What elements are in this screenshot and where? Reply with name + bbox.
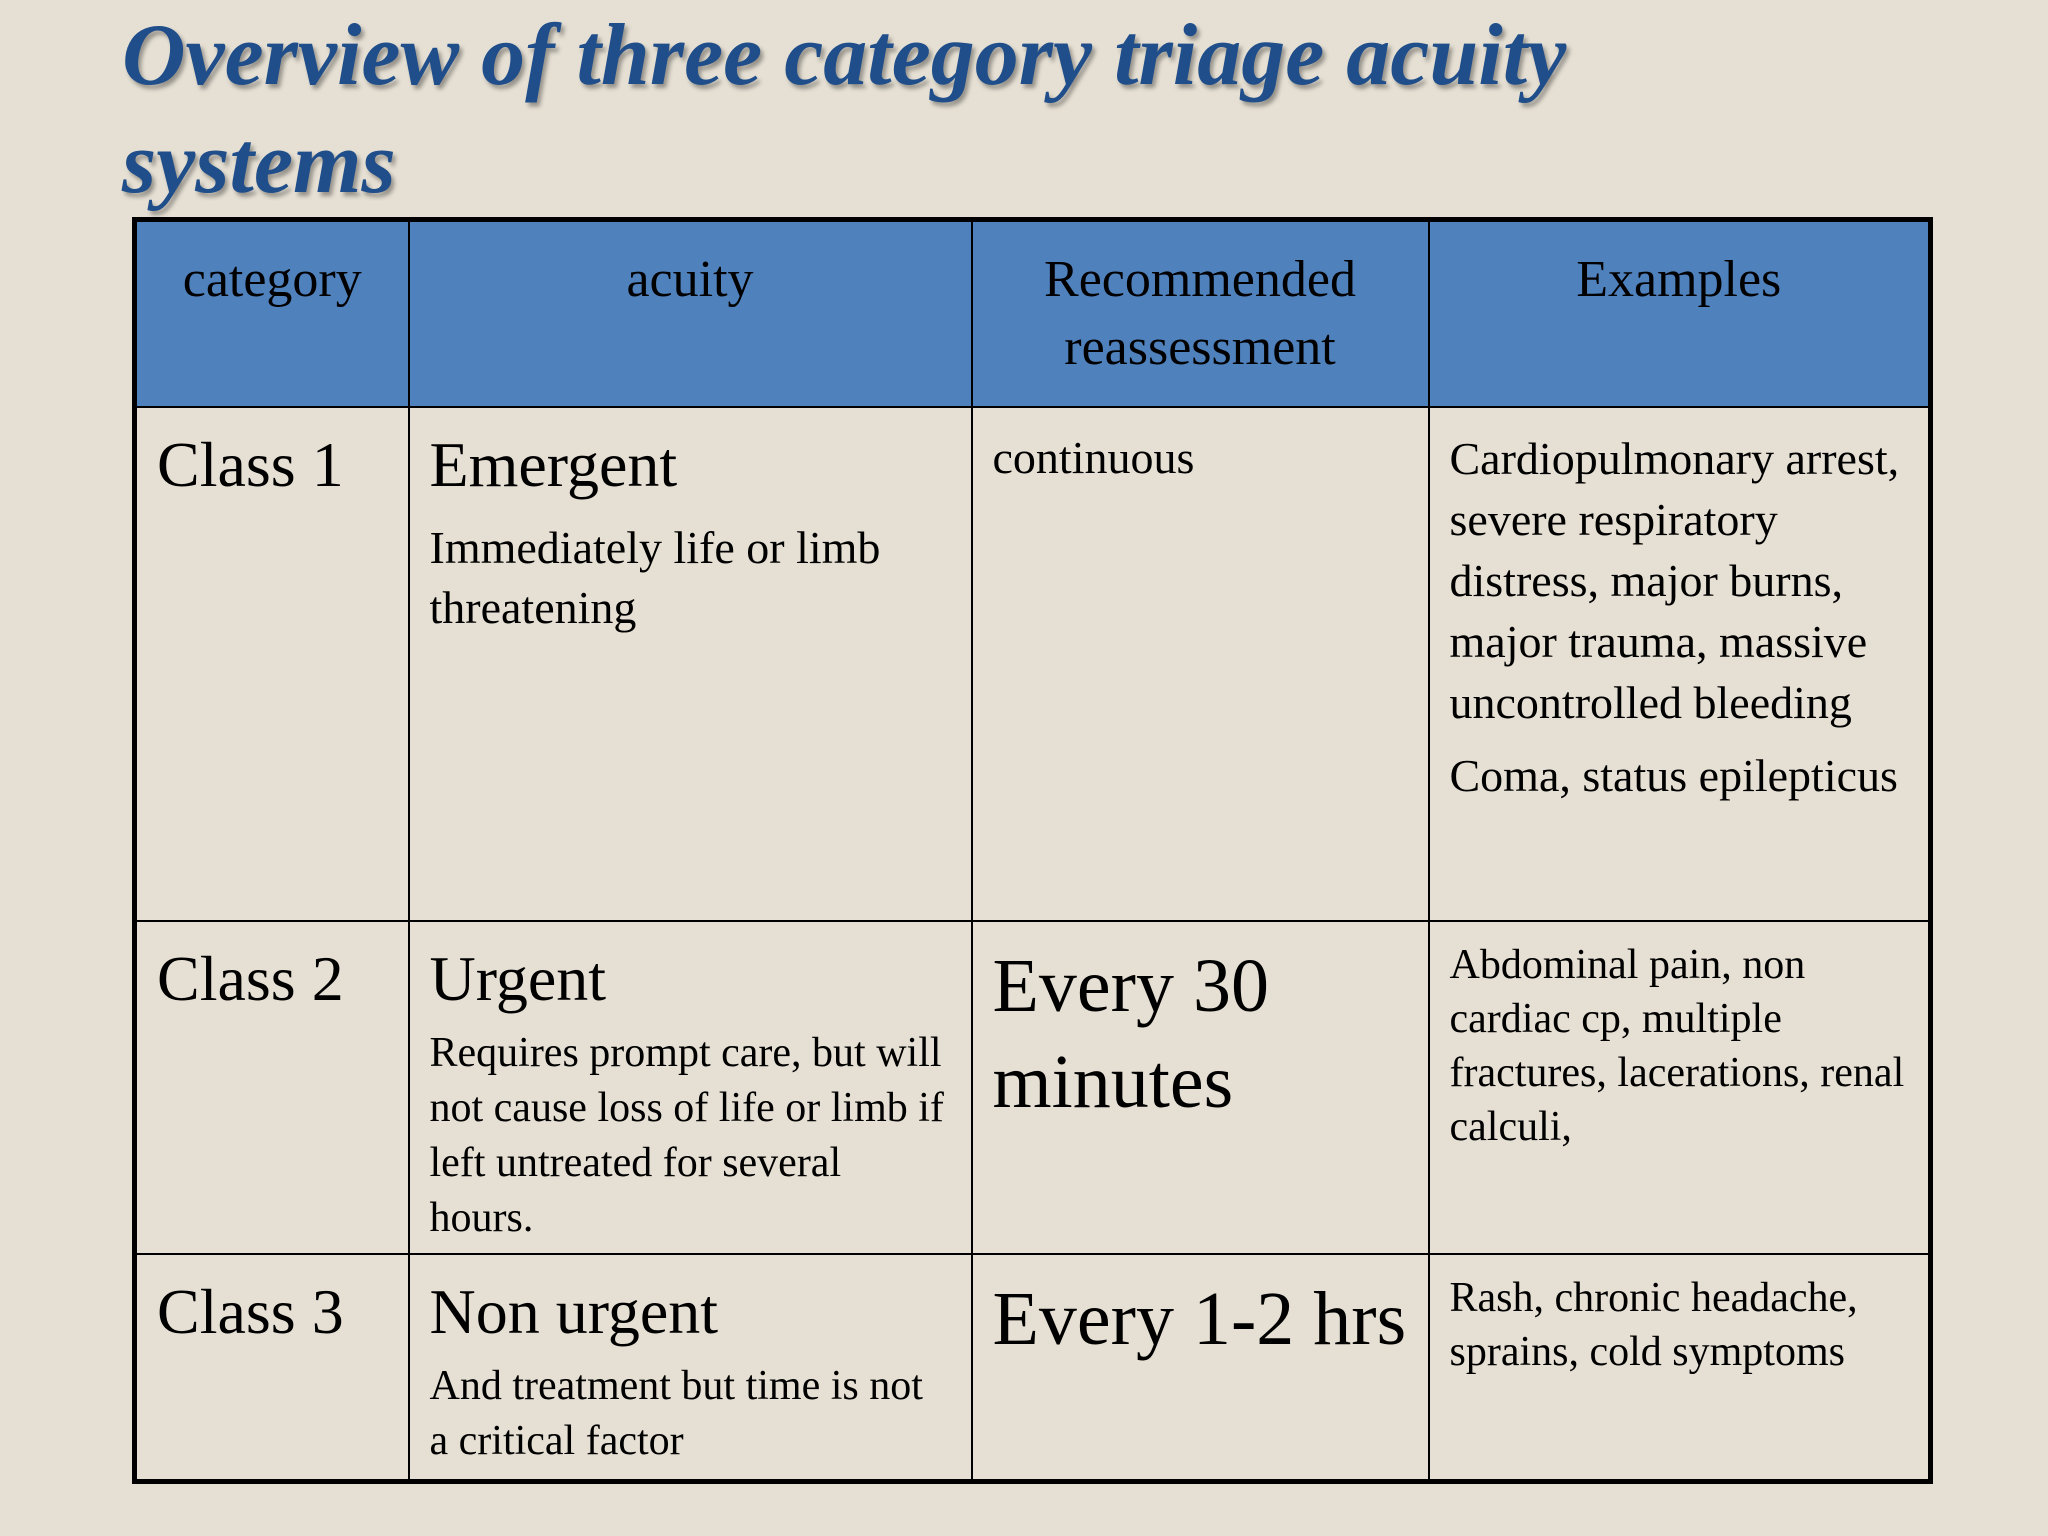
- category-cell: Class 2: [135, 921, 409, 1254]
- table-row: [135, 1254, 1931, 1482]
- reassessment-cell: [972, 921, 1429, 1254]
- acuity-level: Non urgent: [429, 1275, 719, 1347]
- acuity-cell: [409, 921, 972, 1254]
- examples-text: Rash, chronic headache, sprains, cold symptoms: [1449, 1274, 1858, 1375]
- header-examples: Examples: [1429, 220, 1931, 407]
- category-cell: Class 1: [135, 407, 409, 921]
- table-row: [135, 921, 1931, 1254]
- examples-text: Abdominal pain, non cardiac cp, multiple fractures, lacerations, renal calculi,: [1449, 941, 1905, 1150]
- reassessment-value: Every 1-2 hrs: [992, 1276, 1407, 1361]
- header-reassessment: Recommended reassessment: [972, 220, 1429, 407]
- examples-text: Cardiopulmonary arrest, severe respiratory distress, major burns, major trauma, massive uncontrolled bleeding: [1449, 432, 1900, 728]
- acuity-level: Urgent: [429, 942, 607, 1014]
- acuity-description: Requires prompt care, but will not cause loss of life or limb if left untreated for several hours.: [429, 1029, 944, 1241]
- examples-cell: [1429, 1254, 1931, 1482]
- acuity-level: Emergent: [429, 428, 678, 500]
- reassessment-value: continuous: [992, 431, 1195, 483]
- header-acuity: acuity: [409, 220, 972, 407]
- acuity-cell: [409, 407, 972, 921]
- category-cell: Class 3: [135, 1254, 409, 1482]
- header-row: [135, 220, 1931, 407]
- table-row: [135, 407, 1931, 921]
- header-category: category: [135, 220, 409, 407]
- reassessment-cell: [972, 407, 1429, 921]
- examples-cell: [1429, 921, 1931, 1254]
- reassessment-cell: [972, 1254, 1429, 1482]
- acuity-cell: [409, 1254, 972, 1482]
- examples-cell: [1429, 407, 1931, 921]
- reassessment-value: Every 30 minutes: [992, 943, 1269, 1124]
- slide-title: Overview of three category triage acuity systems: [122, 7, 1567, 212]
- triage-table: [132, 217, 1933, 1484]
- acuity-description: And treatment but time is not a critical factor: [429, 1362, 923, 1464]
- examples-extra-text: Coma, status epilepticus: [1449, 749, 1898, 801]
- acuity-description: Immediately life or limb threatening: [429, 521, 881, 633]
